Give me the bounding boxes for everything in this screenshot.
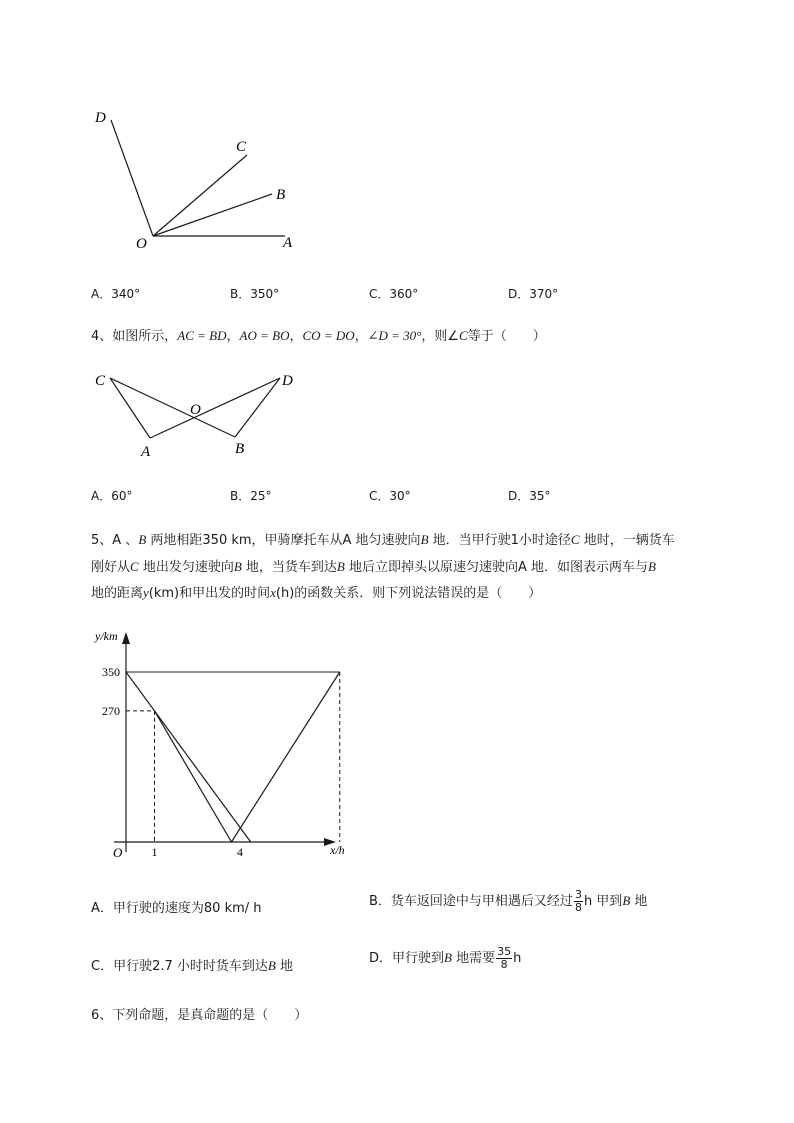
x-axis-label: x/h [330,843,345,857]
q4-option-a[interactable]: A．60° [91,489,133,503]
q3-option-d[interactable]: D．370° [508,287,559,301]
label-b: B [235,441,245,457]
y-tick-label-270: 270 [102,703,120,718]
label-o: O [190,402,201,418]
label-a: A [141,444,151,460]
q5-stem-line-1: 5、A 、B 两地相距350 km，甲骑摩托车从A 地匀速驶向B 地．当甲行驶1小时途径C 地时，一辆货车 [91,532,675,548]
label-d: D [95,110,106,126]
label-o: O [136,236,147,252]
series-line-2 [155,672,340,842]
q6-stem: 6、下列命题，是真命题的是（ ） [91,1008,308,1023]
q5-stem-line-2: 刚好从C 地出发匀速驶向B 地，当货车到达B 地后立即掉头以原速匀速驶向A 地．如图表示两车与B [91,559,656,575]
q5-stem-line-3: 地的距离y(km)和甲出发的时间x(h)的函数关系．则下列说法错误的是（ ） [91,585,542,601]
label-c: C [236,139,247,155]
label-b: B [276,187,286,203]
label-c: C [95,373,106,389]
q4-stem: 4、如图所示，AC = BD，AO = BO，CO = DO，∠D = 30°，则∠C等于（ ） [91,328,546,344]
fraction-35-8: $\frac{35}{8}$ [497,945,512,971]
q4-option-c[interactable]: C．30° [369,489,411,503]
segment-bd [235,378,280,437]
angle-figure [85,100,315,260]
q3-option-c[interactable]: C．360° [369,287,419,301]
q4-option-d[interactable]: D．35° [508,489,551,503]
ray-od [111,120,153,236]
q3-option-b[interactable]: B．350° [230,287,280,301]
x-tick-label-4: 4 [237,845,243,859]
series-line-1 [126,672,251,842]
ray-ob [153,194,272,236]
q4-option-b[interactable]: B．25° [230,489,272,503]
y-axis-label: y/km [95,629,118,643]
label-d: D [282,373,293,389]
ray-oc [153,155,247,236]
q5-option-d[interactable]: D．甲行驶到B 地需要 $\frac{35}{8}$ h [369,945,522,971]
q5-option-a[interactable]: A．甲行驶的速度为80 km/ h [91,901,262,916]
q5-option-c[interactable]: C．甲行驶2.7 小时时货车到达B 地 [91,958,293,974]
fraction-3-8: $\frac{3}{8}$ [574,888,582,914]
origin-label: O [113,845,123,860]
label-a: A [283,235,293,251]
q3-option-a[interactable]: A．340° [91,287,141,301]
distance-time-chart [90,622,360,862]
y-axis-arrow [122,632,130,644]
y-tick-label-350: 350 [102,665,120,679]
bowtie-figure [90,365,310,460]
x-tick-label-1: 1 [151,845,158,859]
segment-ad [150,378,280,438]
q5-option-b[interactable]: B．货车返回途中与甲相遇后又经过 $\frac{3}{8}$ h 甲到B 地 [369,888,648,914]
